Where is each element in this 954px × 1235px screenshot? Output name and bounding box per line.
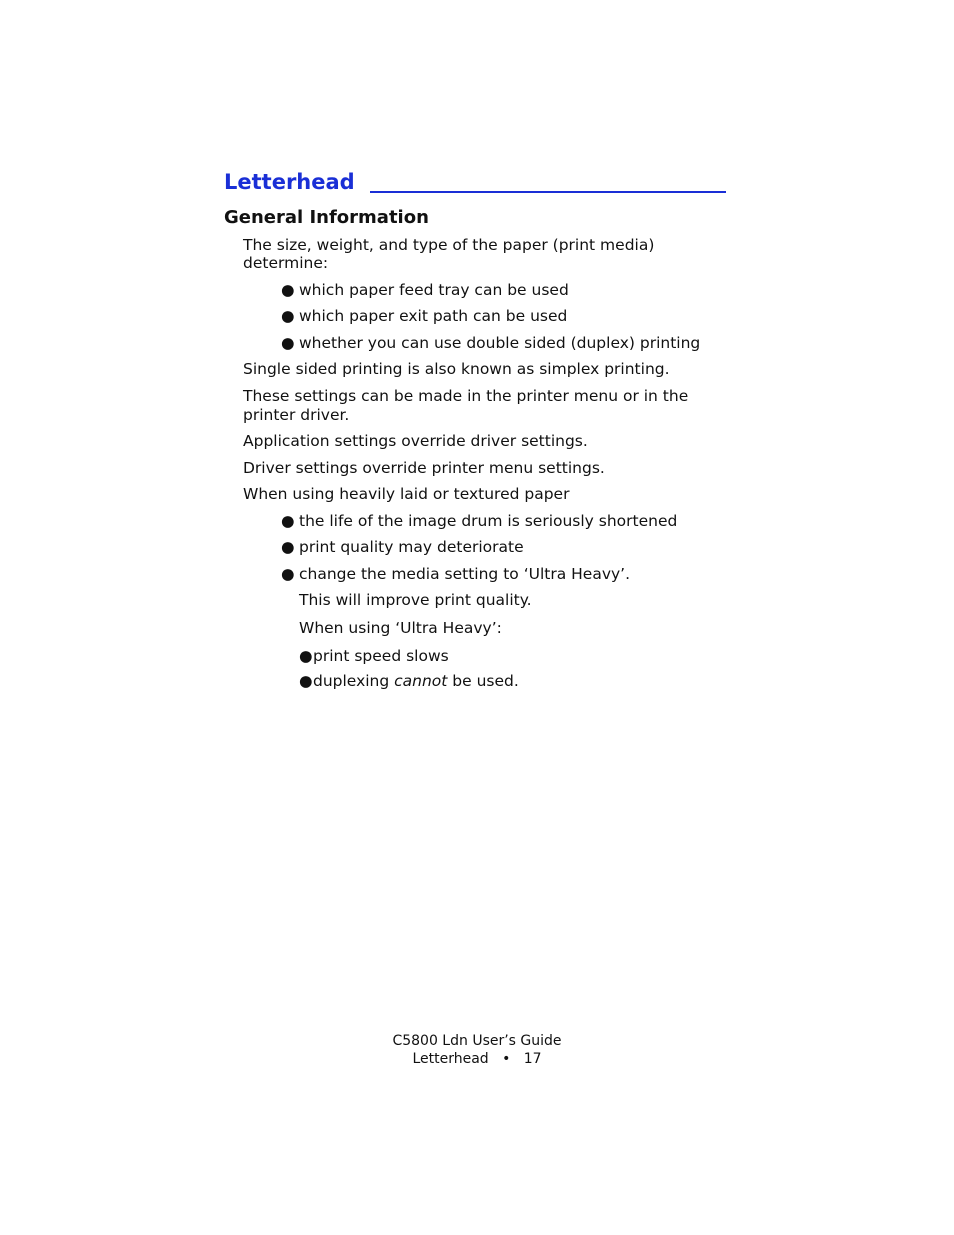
- list-item-text: which paper exit path can be used: [299, 307, 568, 325]
- bullet-icon: ●: [299, 672, 313, 690]
- footer-page-info: [0, 1050, 954, 1068]
- para-textured-paper: When using heavily laid or textured paper: [243, 485, 570, 503]
- intro-line-1: The size, weight, and type of the paper (print media): [243, 236, 655, 254]
- para-settings-line-2: printer driver.: [243, 406, 350, 424]
- list-item-text: whether you can use double sided (duplex) printing: [299, 334, 701, 352]
- bullet-icon: ●: [281, 307, 295, 325]
- para-simplex: Single sided printing is also known as simplex printing.: [243, 360, 670, 378]
- sub-list-item-text: [313, 672, 519, 690]
- para-application-settings: Application settings override driver settings.: [243, 432, 588, 450]
- list-item-text: print quality may deteriorate: [299, 538, 524, 556]
- list-item-text: which paper feed tray can be used: [299, 281, 569, 299]
- emphasis-cannot: cannot: [394, 672, 448, 690]
- page-title-row: [224, 168, 728, 196]
- bullet-icon: ●: [281, 512, 295, 530]
- list-item-text: change the media setting to ‘Ultra Heavy’.: [299, 565, 631, 583]
- bullet-icon: ●: [281, 281, 295, 299]
- title-underline-rule: [370, 191, 726, 193]
- para-driver-settings: Driver settings override printer menu settings.: [243, 459, 605, 477]
- footer-section: Letterhead: [412, 1051, 489, 1067]
- bullet-icon: ●: [281, 334, 295, 352]
- bullet-icon: ●: [299, 647, 313, 665]
- bullet-icon: ●: [281, 538, 295, 556]
- footer-guide-title: C5800 Ldn User’s Guide: [392, 1033, 562, 1049]
- para-settings-line-1: These settings can be made in the printer menu or in the: [243, 387, 689, 405]
- sub-para-improve: This will improve print quality.: [299, 591, 532, 609]
- sub-para-when-ultra-heavy: When using ‘Ultra Heavy’:: [299, 619, 502, 637]
- footer-separator: •: [502, 1051, 511, 1067]
- footer-page-number: 17: [523, 1051, 542, 1067]
- sub-list-item-suffix: be used.: [447, 672, 519, 690]
- page-title: Letterhead: [224, 170, 355, 194]
- section-heading: General Information: [224, 207, 429, 228]
- intro-line-2: determine:: [243, 254, 329, 272]
- list-item-text: the life of the image drum is seriously shortened: [299, 512, 678, 530]
- bullet-icon: ●: [281, 565, 295, 583]
- sub-list-item-text: print speed slows: [313, 647, 449, 665]
- sub-list-item-prefix: duplexing: [313, 672, 395, 690]
